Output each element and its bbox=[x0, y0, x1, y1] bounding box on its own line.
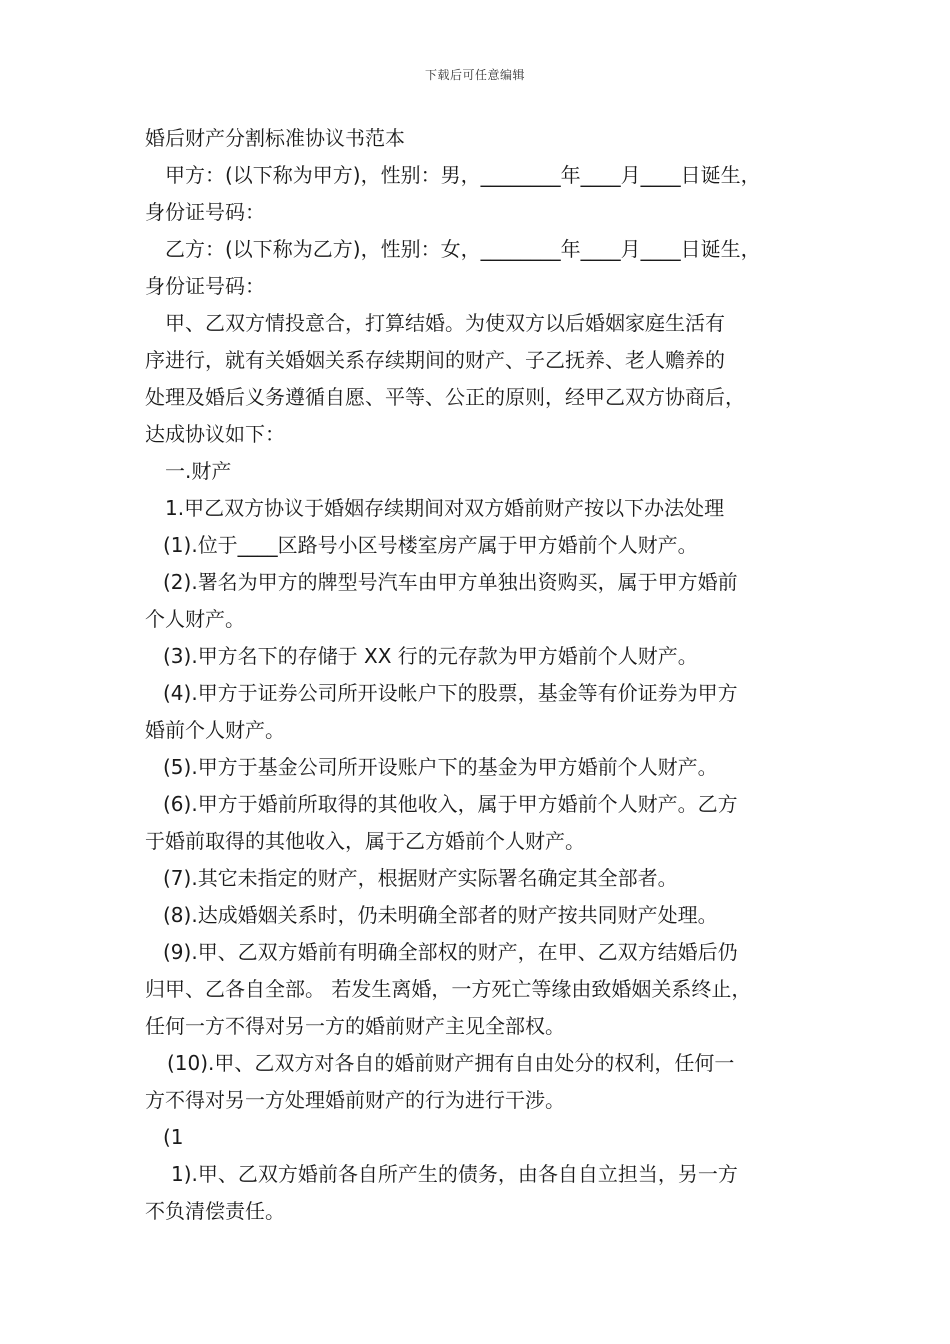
clause-item: (7).其它未指定的财产，根据财产实际署名确定其全部者。 bbox=[163, 866, 678, 890]
document-body bbox=[145, 120, 825, 1230]
clause-item-cont: 方不得对另一方处理婚前财产的行为进行干涉。 bbox=[145, 1088, 565, 1112]
clause-heading: 1.甲乙双方协议于婚姻存续期间对双方婚前财产按以下办法处理 bbox=[165, 496, 725, 520]
paragraph-line: 甲、乙双方情投意合，打算结婚。为使双方以后婚姻家庭生活有 bbox=[165, 311, 725, 335]
header-note: 下载后可任意编辑 bbox=[424, 68, 525, 82]
clause-item: (9).甲、乙双方婚前有明确全部权的财产，在甲、乙双方结婚后仍 bbox=[163, 940, 738, 964]
clause-item-cont: 于婚前取得的其他收入，属于乙方婚前个人财产。 bbox=[145, 829, 585, 853]
section-heading: 一.财产 bbox=[165, 459, 232, 483]
clause-item-cont: 不负清偿责任。 bbox=[145, 1199, 285, 1223]
clause-item-cont: 任何一方不得对另一方的婚前财产主见全部权。 bbox=[145, 1014, 565, 1038]
clause-item: 1).甲、乙双方婚前各自所产生的债务，由各自自立担当，另一方 bbox=[171, 1162, 738, 1186]
clause-item: (2).署名为甲方的牌型号汽车由甲方单独出资购买，属于甲方婚前 bbox=[163, 570, 738, 594]
paragraph-line: 达成协议如下： bbox=[145, 422, 285, 446]
clause-item: (5).甲方于基金公司所开设账户下的基金为甲方婚前个人财产。 bbox=[163, 755, 718, 779]
party-b-line: 乙方：(以下称为乙方)，性别：女，________年____月____日诞生， bbox=[165, 237, 761, 261]
clause-item: (4).甲方于证券公司所开设帐户下的股票，基金等有价证券为甲方 bbox=[163, 681, 738, 705]
clause-item-cont: 归甲、乙各自全部。 若发生离婚，一方死亡等缘由致婚姻关系终止， bbox=[145, 977, 752, 1001]
party-a-id-line: 身份证号码： bbox=[145, 200, 265, 224]
clause-item: (1).位于____区路号小区号楼室房产属于甲方婚前个人财产。 bbox=[163, 533, 698, 557]
party-a-line: 甲方：(以下称为甲方)，性别：男，________年____月____日诞生， bbox=[165, 163, 761, 187]
clause-item-fragment: (1 bbox=[163, 1125, 184, 1149]
clause-item: (3).甲方名下的存储于 XX 行的元存款为甲方婚前个人财产。 bbox=[163, 644, 698, 668]
clause-item-cont: 婚前个人财产。 bbox=[145, 718, 285, 742]
clause-item: (10).甲、乙双方对各自的婚前财产拥有自由处分的权利，任何一 bbox=[167, 1051, 735, 1075]
party-b-id-line: 身份证号码： bbox=[145, 274, 265, 298]
paragraph-line: 序进行，就有关婚姻关系存续期间的财产、子乙抚养、老人赡养的 bbox=[145, 348, 725, 372]
paragraph-line: 处理及婚后义务遵循自愿、平等、公正的原则，经甲乙双方协商后， bbox=[145, 385, 745, 409]
clause-item: (8).达成婚姻关系时，仍未明确全部者的财产按共同财产处理。 bbox=[163, 903, 718, 927]
document-title: 婚后财产分割标准协议书范本 bbox=[145, 126, 405, 150]
clause-item-cont: 个人财产。 bbox=[145, 607, 245, 631]
clause-item: (6).甲方于婚前所取得的其他收入，属于甲方婚前个人财产。乙方 bbox=[163, 792, 738, 816]
